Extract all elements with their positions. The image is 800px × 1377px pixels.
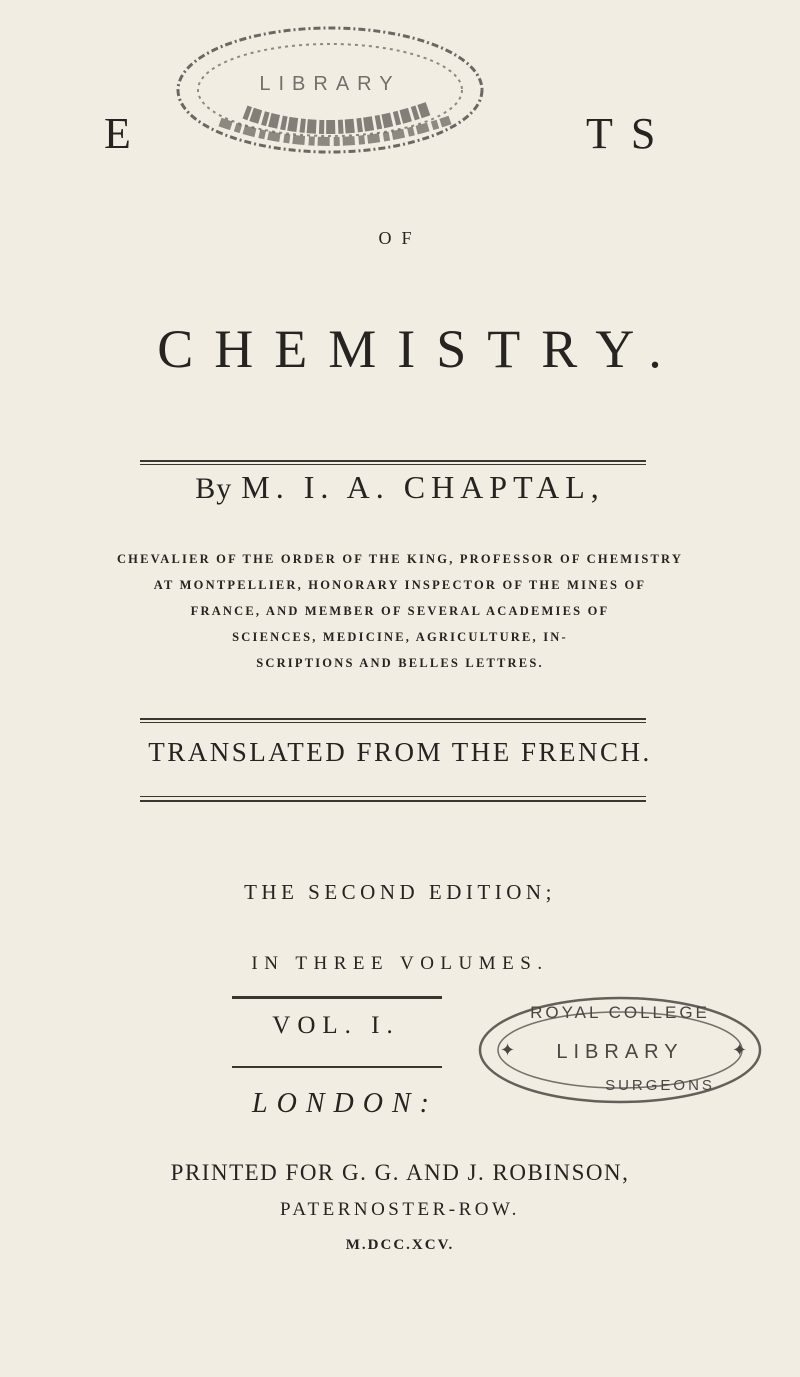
- author-line: [0, 469, 800, 506]
- volume-number: VOL. I.: [272, 1012, 400, 1039]
- title-of: OF: [378, 228, 422, 248]
- author-credentials: [0, 546, 800, 676]
- library-stamp-bottom-text: SURGEONS: [605, 1077, 715, 1094]
- double-rule-low-2: [140, 800, 646, 802]
- credential-line: FRANCE, AND MEMBER OF SEVERAL ACADEMIES OF: [190, 604, 610, 618]
- library-stamp: [470, 992, 770, 1112]
- credential-line: SCRIPTIONS AND BELLES LETTRES.: [256, 656, 544, 670]
- translated-line: TRANSLATED FROM THE FRENCH.: [148, 737, 652, 767]
- title-chemistry: CHEMISTRY.: [157, 319, 683, 379]
- imprint-place: LONDON:: [252, 1088, 438, 1119]
- vol-rule-top: [232, 996, 442, 999]
- star-icon: ✦: [732, 1040, 748, 1060]
- imprint-date: M.DCC.XCV.: [345, 1237, 455, 1253]
- credential-line: SCIENCES, MEDICINE, AGRICULTURE, IN-: [232, 630, 568, 644]
- double-rule-mid-1: [140, 718, 646, 720]
- title-elements-first-letter: E: [104, 109, 131, 158]
- edition-line: THE SECOND EDITION;: [244, 880, 556, 904]
- top-stamp-text: LIBRARY: [259, 73, 401, 95]
- double-rule-mid-2: [140, 722, 646, 723]
- imprint-street: PATERNOSTER-ROW.: [280, 1199, 520, 1220]
- author-name: M. I. A. CHAPTAL,: [241, 469, 605, 505]
- library-stamp-mid-text: LIBRARY: [556, 1041, 684, 1063]
- double-rule-top-2: [140, 464, 646, 465]
- credential-line: AT MONTPELLIER, HONORARY INSPECTOR OF THE MINES OF: [153, 578, 647, 592]
- star-icon: ✦: [500, 1040, 516, 1060]
- vol-rule-bottom: [232, 1066, 442, 1068]
- library-stamp-top: [150, 12, 510, 162]
- library-stamp-top-text: ROYAL COLLEGE: [530, 1003, 710, 1022]
- volumes-line: IN THREE VOLUMES.: [251, 953, 549, 974]
- author-by: By: [195, 472, 233, 505]
- title-elements-last-letters: TS: [586, 109, 674, 158]
- credential-line: CHEVALIER OF THE ORDER OF THE KING, PROFESSOR OF CHEMISTRY: [116, 552, 684, 566]
- double-rule-low-1: [140, 796, 646, 797]
- imprint-printed: PRINTED FOR G. G. AND J. ROBINSON,: [170, 1160, 630, 1185]
- double-rule-top-1: [140, 460, 646, 462]
